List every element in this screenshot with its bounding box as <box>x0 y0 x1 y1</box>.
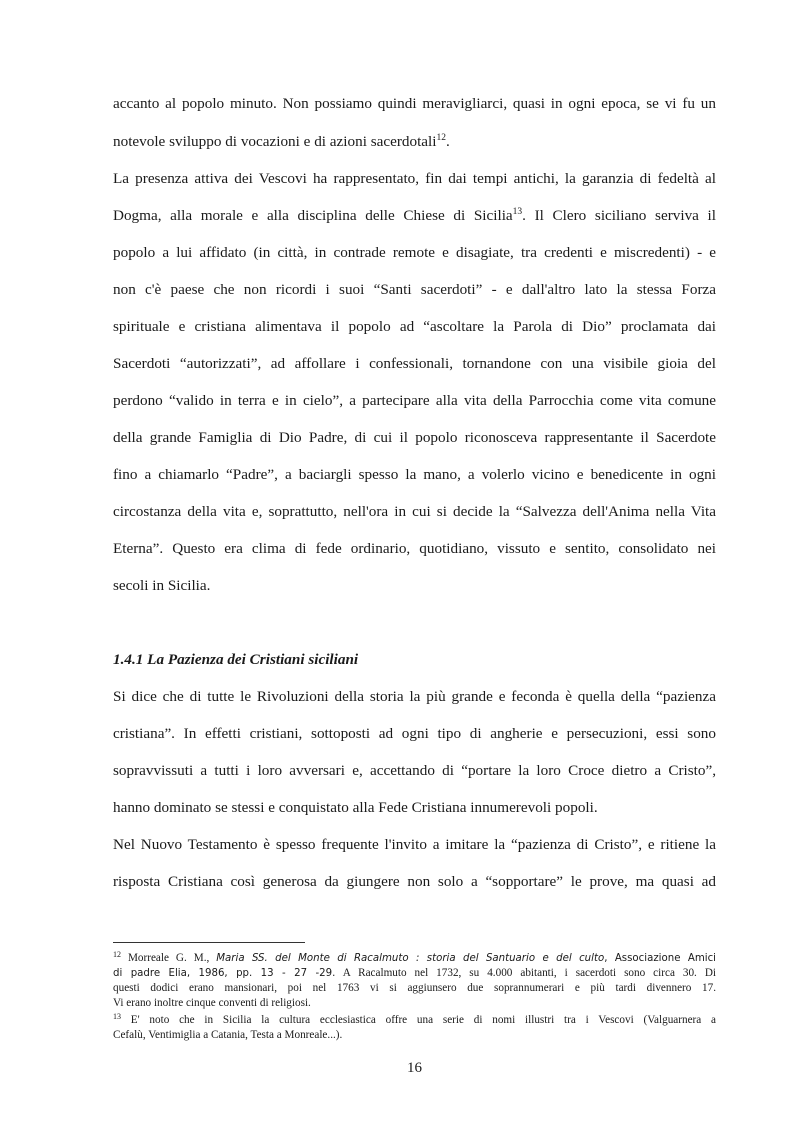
body-line: Nel Nuovo Testamento è spesso frequente l'invito a imitare la “pazienza di Cristo”, e ritiene la <box>113 836 716 853</box>
footnote-number: 12 <box>113 950 121 959</box>
body-line: fino a chiamarlo “Padre”, a baciargli spesso la mano, a volerlo vicino e benedicente in ogni <box>113 466 716 483</box>
footnote-separator <box>113 942 305 943</box>
body-line: accanto al popolo minuto. Non possiamo quindi meravigliarci, quasi in ogni epoca, se vi fu un <box>113 95 716 112</box>
body-line: perdono “valido in terra e in cielo”, a partecipare alla vita della Parrocchia come vita comune <box>113 392 716 409</box>
footnote-13: $^{13}$ E' noto che in Sicilia la cultura ecclesiastica offre una serie di nomi illustri tra i Vescovi (Valguarnera a <box>113 1012 716 1026</box>
footnote-line: Cefalù, Ventimiglia a Catania, Testa a Monreale...). <box>113 1029 343 1041</box>
body-line: spirituale e cristiana alimentava il popolo ad “ascoltare la Parola di Dio” proclamata dai <box>113 318 716 335</box>
body-line: popolo a lui affidato (in città, in contrade remote e disagiate, tra credenti e miscredenti) - e <box>113 244 716 261</box>
footnote-number: 13 <box>113 1012 121 1021</box>
page-number: 16 <box>407 1060 422 1076</box>
footnote-ref[interactable]: 13 <box>512 207 523 217</box>
body-line: Sacerdoti “autorizzati”, ad affollare i confessionali, tornandone con una visibile gioia del <box>113 355 716 372</box>
footnote-line: Vi erano inoltre cinque conventi di religiosi. <box>113 997 311 1009</box>
body-line: Si dice che di tutte le Rivoluzioni della storia la più grande e feconda è quella della “pazienza <box>113 688 716 705</box>
body-line: circostanza della vita e, soprattutto, nell'ora in cui si decide la “Salvezza dell'Anima nella Vita <box>113 503 716 520</box>
body-line: La presenza attiva dei Vescovi ha rappresentato, fin dai tempi antichi, la garanzia di fedeltà al <box>113 170 716 187</box>
footnote-ref[interactable]: 12 <box>436 133 446 143</box>
body-line: Eterna”. Questo era clima di fede ordinario, quotidiano, vissuto e sentito, consolidato nei <box>113 540 716 557</box>
footnote-line: di padre Elia, 1986, pp. 13 - 27 -29. A Racalmuto nel 1732, su 4.000 abitanti, i sacerdoti sono circa 30. Di <box>113 967 717 979</box>
footnote-12: $^{12}$ Morreale G. M., Maria SS. del Monte di Racalmuto : storia del Santuario e del culto, Associazione Amici <box>113 950 717 964</box>
body-line: risposta Cristiana così generosa da giungere non solo a “sopportare” le prove, ma quasi ad <box>113 873 716 890</box>
body-line: secoli in Sicilia. <box>113 577 211 594</box>
body-line: non c'è paese che non ricordi i suoi “Santi sacerdoti” - e dall'altro lato la stessa Forza <box>113 281 716 298</box>
section-heading: 1.4.1 La Pazienza dei Cristiani siciliani <box>113 651 359 668</box>
footnote-line: questi dodici erano mansionari, poi nel 1763 vi si aggiunsero due soprannumerari e più tardi divennero 17. <box>113 982 716 994</box>
body-line: Dogma, alla morale e alla disciplina delle Chiese di Sicilia$^{13}$. Il Clero siciliano serviva il <box>113 207 716 224</box>
body-line: della grande Famiglia di Dio Padre, di cui il popolo riconosceva rappresentante il Sacerdote <box>113 429 716 446</box>
body-line: notevole sviluppo di vocazioni e di azioni sacerdotali$^{12}$. <box>113 133 450 150</box>
body-line: sopravvissuti a tutti i loro avversari e, accettando di “portare la loro Croce dietro a Cristo”, <box>113 762 716 779</box>
body-line: cristiana”. In effetti cristiani, sottoposti ad ogni tipo di angherie e persecuzioni, essi sono <box>113 725 716 742</box>
body-line: hanno dominato se stessi e conquistato alla Fede Cristiana innumerevoli popoli. <box>113 799 598 816</box>
